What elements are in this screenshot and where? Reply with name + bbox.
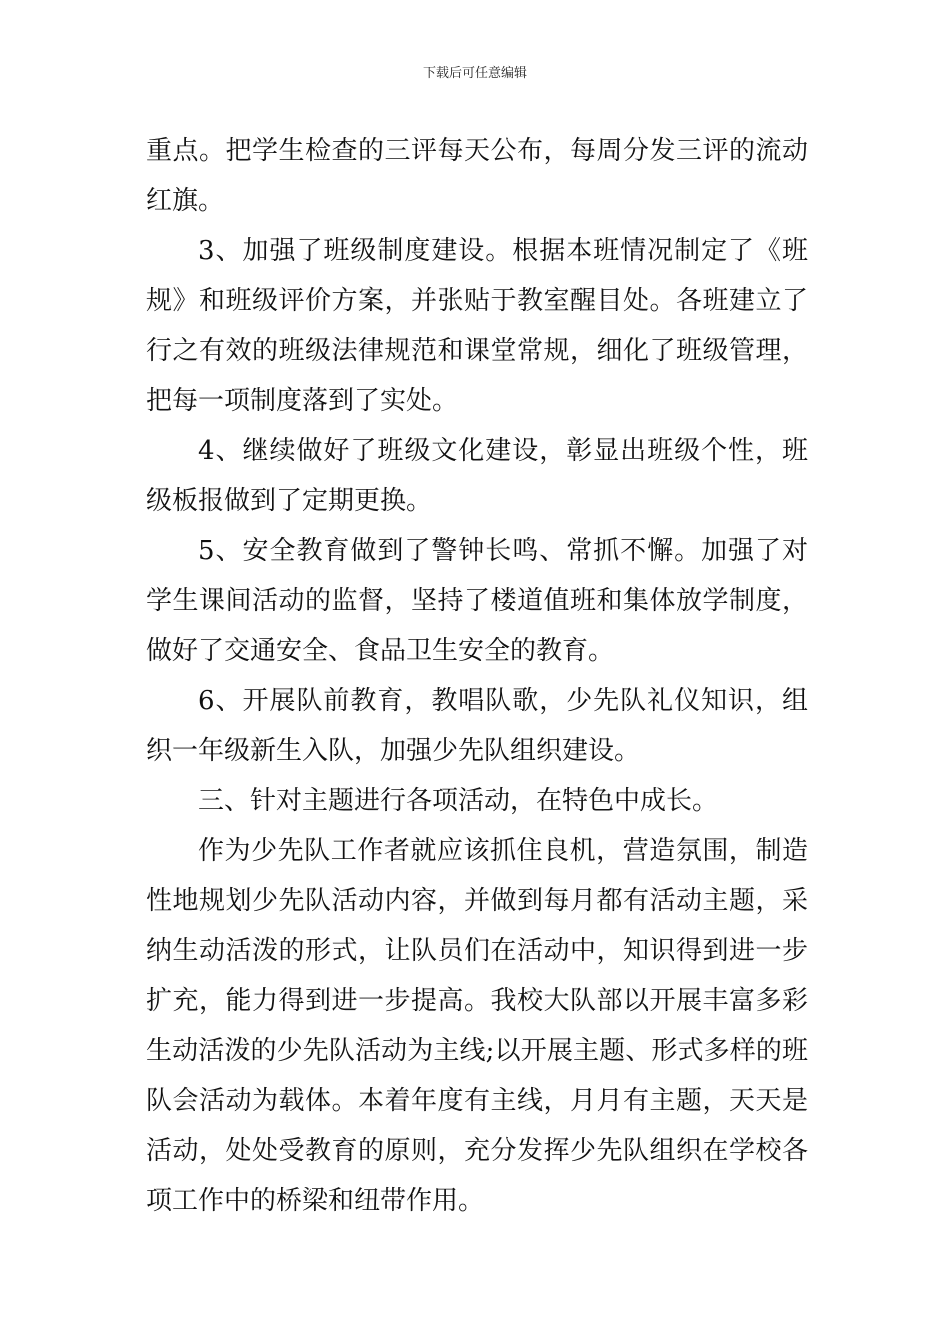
document-body	[146, 126, 808, 1226]
section-heading-3: 三、针对主题进行各项活动，在特色中成长。	[198, 786, 719, 816]
paragraph-item-6: 6、开展队前教育，教唱队歌，少先队礼仪知识，组织一年级新生入队，加强少先队组织建设。	[146, 686, 808, 766]
paragraph-continuation: 重点。把学生检查的三评每天公布，每周分发三评的流动红旗。	[146, 136, 808, 216]
page-header: 下载后可任意编辑	[422, 66, 527, 81]
paragraph-item-5: 5、安全教育做到了警钟长鸣、常抓不懈。加强了对学生课间活动的监督，坚持了楼道值班和集体放学制度，做好了交通安全、食品卫生安全的教育。	[146, 536, 808, 666]
paragraph-item-3: 3、加强了班级制度建设。根据本班情况制定了《班规》和班级评价方案，并张贴于教室醒目处。各班建立了行之有效的班级法律规范和课堂常规，细化了班级管理，把每一项制度落到了实处。	[146, 236, 808, 416]
paragraph-item-4: 4、继续做好了班级文化建设，彰显出班级个性，班级板报做到了定期更换。	[146, 436, 808, 516]
paragraph-section-3-body: 作为少先队工作者就应该抓住良机，营造氛围，制造性地规划少先队活动内容，并做到每月都有活动主题，采纳生动活泼的形式，让队员们在活动中，知识得到进一步扩充，能力得到进一步提高。我校大队部以开展丰富多彩生动活泼的少先队活动为主线;以开展主题、形式多样的班队会活动为载体。本着年度有主线，月月有主题，天天是活动，处处受教育的原则，充分发挥少先队组织在学校各项工作中的桥梁和纽带作用。	[146, 836, 808, 1216]
